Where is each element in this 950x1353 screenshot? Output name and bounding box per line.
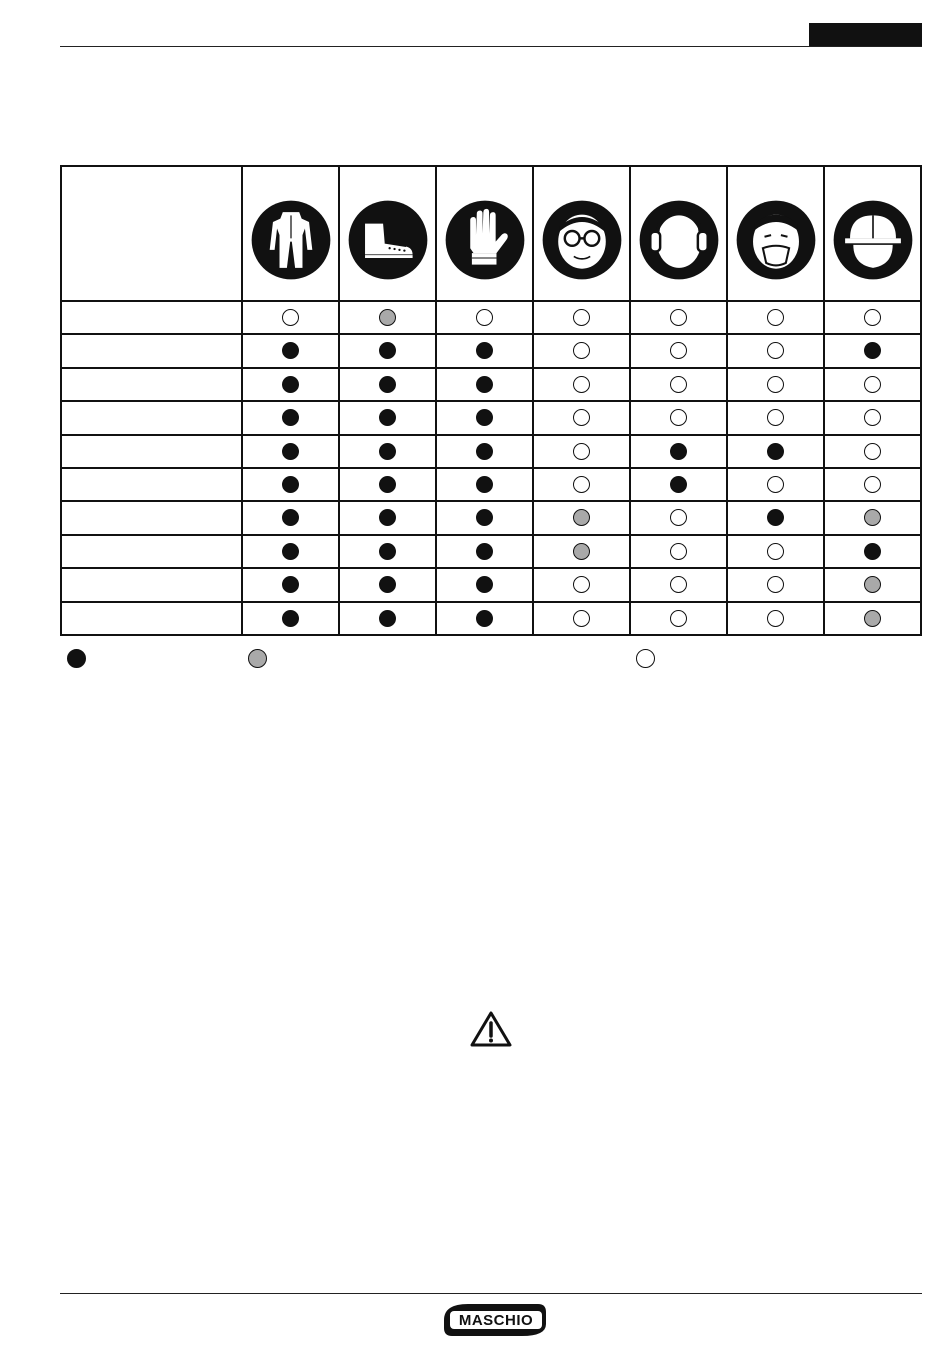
operation-label-cell: [61, 501, 242, 534]
ppe-status-dot-required: [864, 543, 881, 560]
ppe-status-dot-none: [573, 443, 590, 460]
ppe-cell: [630, 535, 727, 568]
ppe-status-dot-none: [864, 476, 881, 493]
ppe-column-mask: [727, 166, 824, 301]
header-rule: [60, 46, 922, 47]
ppe-status-dot-none: [573, 576, 590, 593]
legend-recommended-dot: [248, 649, 267, 668]
ppe-cell: [533, 501, 630, 534]
ppe-cell: [630, 501, 727, 534]
ppe-status-dot-required: [379, 476, 396, 493]
ppe-status-dot-recommended: [379, 309, 396, 326]
ppe-status-dot-required: [379, 543, 396, 560]
ppe-status-dot-required: [476, 443, 493, 460]
legend-not-required-dot: [636, 649, 655, 668]
section-tab: [809, 23, 922, 46]
ppe-cell: [242, 368, 339, 401]
ppe-cell: [436, 568, 533, 601]
ppe-status-dot-required: [379, 409, 396, 426]
ppe-cell: [242, 501, 339, 534]
safety-boot-icon: [347, 199, 429, 281]
ppe-status-dot-none: [767, 476, 784, 493]
ppe-cell: [630, 368, 727, 401]
ppe-cell: [533, 301, 630, 334]
ppe-row: [61, 334, 921, 367]
ppe-row: [61, 301, 921, 334]
ppe-status-dot-none: [864, 309, 881, 326]
ppe-status-dot-required: [282, 342, 299, 359]
ppe-status-dot-none: [573, 476, 590, 493]
ppe-status-dot-none: [864, 376, 881, 393]
ppe-cell: [339, 435, 436, 468]
ppe-cell: [242, 602, 339, 635]
ppe-status-dot-required: [767, 443, 784, 460]
ppe-cell: [533, 334, 630, 367]
ppe-cell: [630, 602, 727, 635]
ppe-row: [61, 435, 921, 468]
ppe-cell: [824, 401, 921, 434]
ppe-status-dot-required: [476, 509, 493, 526]
ppe-status-dot-required: [282, 509, 299, 526]
ppe-cell: [630, 468, 727, 501]
ppe-status-dot-none: [573, 376, 590, 393]
ppe-column-hard-hat: [824, 166, 921, 301]
ppe-status-dot-none: [670, 376, 687, 393]
ppe-cell: [339, 301, 436, 334]
ppe-cell: [242, 301, 339, 334]
ppe-status-dot-required: [282, 409, 299, 426]
ppe-cell: [824, 301, 921, 334]
operation-label-cell: [61, 401, 242, 434]
ppe-status-dot-none: [573, 342, 590, 359]
ppe-cell: [339, 401, 436, 434]
ppe-cell: [727, 535, 824, 568]
ppe-status-dot-required: [476, 476, 493, 493]
ppe-cell: [824, 468, 921, 501]
ppe-cell: [242, 401, 339, 434]
ppe-status-dot-none: [670, 610, 687, 627]
ppe-cell: [727, 435, 824, 468]
ppe-cell: [436, 368, 533, 401]
ppe-status-dot-required: [379, 509, 396, 526]
ppe-status-dot-required: [282, 476, 299, 493]
ppe-status-dot-none: [864, 443, 881, 460]
ppe-cell: [339, 535, 436, 568]
goggles-icon: [541, 199, 623, 281]
ppe-row: [61, 368, 921, 401]
ppe-status-dot-required: [379, 576, 396, 593]
ppe-status-dot-none: [670, 509, 687, 526]
ppe-cell: [436, 435, 533, 468]
ppe-column-ear-protection: [630, 166, 727, 301]
legend-required-dot: [67, 649, 86, 668]
ppe-cell: [242, 334, 339, 367]
ppe-status-dot-required: [864, 342, 881, 359]
ppe-status-dot-none: [767, 342, 784, 359]
ppe-status-dot-required: [476, 576, 493, 593]
ppe-status-dot-required: [476, 376, 493, 393]
ppe-row: [61, 602, 921, 635]
ppe-status-dot-none: [864, 409, 881, 426]
ppe-status-dot-none: [767, 376, 784, 393]
ppe-cell: [824, 535, 921, 568]
ppe-cell: [727, 568, 824, 601]
ppe-cell: [630, 401, 727, 434]
ppe-cell: [339, 602, 436, 635]
ppe-cell: [339, 368, 436, 401]
ppe-row: [61, 401, 921, 434]
ppe-cell: [824, 568, 921, 601]
ppe-cell: [824, 602, 921, 635]
ppe-cell: [339, 334, 436, 367]
ppe-status-dot-none: [767, 409, 784, 426]
ppe-status-dot-none: [767, 543, 784, 560]
ppe-cell: [630, 301, 727, 334]
ppe-cell: [436, 535, 533, 568]
ppe-cell: [533, 602, 630, 635]
ppe-status-dot-none: [767, 610, 784, 627]
operation-label-cell: [61, 301, 242, 334]
ppe-status-dot-required: [670, 443, 687, 460]
ppe-status-dot-recommended: [864, 576, 881, 593]
ppe-cell: [533, 568, 630, 601]
ppe-cell: [533, 368, 630, 401]
ppe-cell: [339, 501, 436, 534]
warning-triangle-icon: [469, 1010, 513, 1048]
operation-label-cell: [61, 468, 242, 501]
ppe-cell: [436, 501, 533, 534]
ppe-cell: [630, 435, 727, 468]
ppe-status-dot-none: [573, 409, 590, 426]
ppe-cell: [533, 468, 630, 501]
operation-label-cell: [61, 602, 242, 635]
ppe-cell: [533, 435, 630, 468]
ppe-cell: [727, 301, 824, 334]
ppe-cell: [824, 435, 921, 468]
ppe-cell: [727, 334, 824, 367]
ppe-cell: [727, 401, 824, 434]
ppe-cell: [630, 334, 727, 367]
ppe-cell: [533, 401, 630, 434]
ppe-status-dot-required: [282, 376, 299, 393]
ppe-cell: [824, 501, 921, 534]
ppe-status-dot-none: [767, 576, 784, 593]
ppe-column-gloves: [436, 166, 533, 301]
ppe-status-dot-recommended: [573, 543, 590, 560]
ppe-cell: [339, 468, 436, 501]
ppe-cell: [824, 334, 921, 367]
ppe-status-dot-none: [573, 610, 590, 627]
ppe-cell: [436, 401, 533, 434]
ppe-status-dot-none: [282, 309, 299, 326]
ppe-cell: [824, 368, 921, 401]
ppe-status-dot-none: [573, 309, 590, 326]
ppe-status-dot-required: [282, 576, 299, 593]
ppe-status-dot-required: [379, 443, 396, 460]
ppe-cell: [727, 468, 824, 501]
ppe-cell: [436, 301, 533, 334]
dust-mask-icon: [735, 199, 817, 281]
ppe-status-dot-recommended: [573, 509, 590, 526]
ppe-row: [61, 501, 921, 534]
operation-label-cell: [61, 535, 242, 568]
ppe-row: [61, 568, 921, 601]
ppe-status-dot-none: [670, 409, 687, 426]
ppe-status-dot-none: [767, 309, 784, 326]
ppe-icon-row: [61, 166, 921, 301]
ppe-status-dot-required: [476, 610, 493, 627]
logo-text: MASCHIO: [458, 1312, 534, 1329]
ppe-status-dot-required: [476, 409, 493, 426]
ear-protection-icon: [638, 199, 720, 281]
ppe-cell: [436, 468, 533, 501]
ppe-cell: [242, 468, 339, 501]
ppe-cell: [242, 435, 339, 468]
ppe-status-dot-required: [282, 443, 299, 460]
ppe-status-dot-required: [379, 376, 396, 393]
ppe-cell: [339, 568, 436, 601]
ppe-column-goggles: [533, 166, 630, 301]
ppe-status-dot-none: [670, 543, 687, 560]
ppe-status-dot-required: [476, 342, 493, 359]
ppe-cell: [242, 535, 339, 568]
ppe-cell: [727, 368, 824, 401]
ppe-cell: [533, 535, 630, 568]
maschio-logo: [438, 1300, 548, 1340]
ppe-status-dot-none: [670, 309, 687, 326]
operation-header-cell: [61, 166, 242, 301]
ppe-cell: [630, 568, 727, 601]
ppe-status-dot-recommended: [864, 509, 881, 526]
hard-hat-icon: [832, 199, 914, 281]
footer-rule: [60, 1293, 922, 1294]
ppe-status-dot-required: [282, 543, 299, 560]
ppe-status-dot-none: [670, 576, 687, 593]
ppe-column-boots: [339, 166, 436, 301]
ppe-cell: [727, 501, 824, 534]
ppe-cell: [242, 568, 339, 601]
ppe-status-dot-none: [670, 342, 687, 359]
ppe-status-dot-required: [379, 342, 396, 359]
ppe-table: [60, 165, 922, 636]
operation-label-cell: [61, 334, 242, 367]
ppe-status-dot-required: [379, 610, 396, 627]
ppe-cell: [436, 334, 533, 367]
ppe-status-dot-none: [476, 309, 493, 326]
operation-label-cell: [61, 435, 242, 468]
operation-label-cell: [61, 568, 242, 601]
ppe-status-dot-required: [670, 476, 687, 493]
ppe-status-dot-required: [282, 610, 299, 627]
operation-label-cell: [61, 368, 242, 401]
ppe-status-dot-recommended: [864, 610, 881, 627]
ppe-row: [61, 468, 921, 501]
ppe-status-dot-required: [767, 509, 784, 526]
overalls-icon: [250, 199, 332, 281]
ppe-column-overalls: [242, 166, 339, 301]
gloves-icon: [444, 199, 526, 281]
ppe-cell: [436, 602, 533, 635]
ppe-status-dot-required: [476, 543, 493, 560]
ppe-cell: [727, 602, 824, 635]
ppe-row: [61, 535, 921, 568]
